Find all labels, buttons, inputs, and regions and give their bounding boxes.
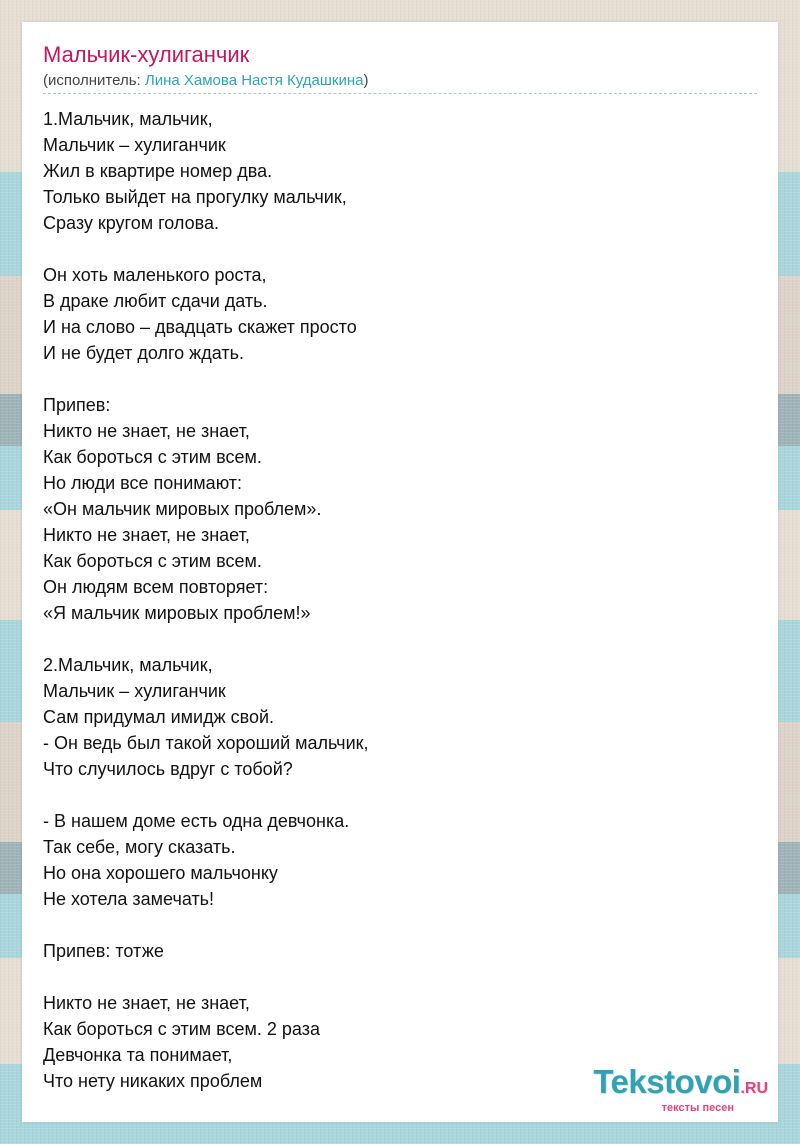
performer-prefix: (исполнитель: (43, 72, 145, 89)
logo-name: Tekstovoi (593, 1063, 741, 1100)
site-logo[interactable] (593, 1065, 768, 1114)
logo-tld: .RU (740, 1080, 768, 1097)
performer-line (43, 72, 368, 89)
logo-tagline: тексты песен (661, 1102, 734, 1114)
dashed-divider (43, 93, 757, 94)
logo-wordmark (593, 1065, 768, 1106)
performer-suffix: ) (363, 72, 369, 89)
performer-link[interactable]: Лина Хамова Настя Кудашкина (144, 72, 364, 89)
lyrics-text: 1.Мальчик, мальчик, Мальчик – хулиганчик Жил в квартире номер два. Только выйдет на прогулку мальчик, Сразу кругом голова. Он хоть маленького роста, В драке любит сдачи дать. И на слово – двадцать скажет просто И не будет долго ждать. Припев: Никто не знает, не знает, Как бороться с этим всем. Но люди все понимают: «Он мальчик мировых проблем». Никто не знает, не знает, Как бороться с этим всем. Он людям всем повторяет: «Я мальчик мировых проблем!» 2.Мальчик, мальчик, Мальчик – хулиганчик Сам придумал имидж свой. - Он ведь был такой хороший мальчик, Что случилось вдруг с тобой? - В нашем доме есть одна девчонка. Так себе, могу сказать. Но она хорошего мальчонку Не хотела замечать! Припев: тотже Никто не знает, не знает, Как бороться с этим всем. 2 раза Девчонка та понимает, Что нету никаких проблем (43, 109, 369, 1091)
lyrics-sheet (22, 22, 778, 1122)
song-title: Мальчик-хулиганчик (43, 42, 250, 67)
